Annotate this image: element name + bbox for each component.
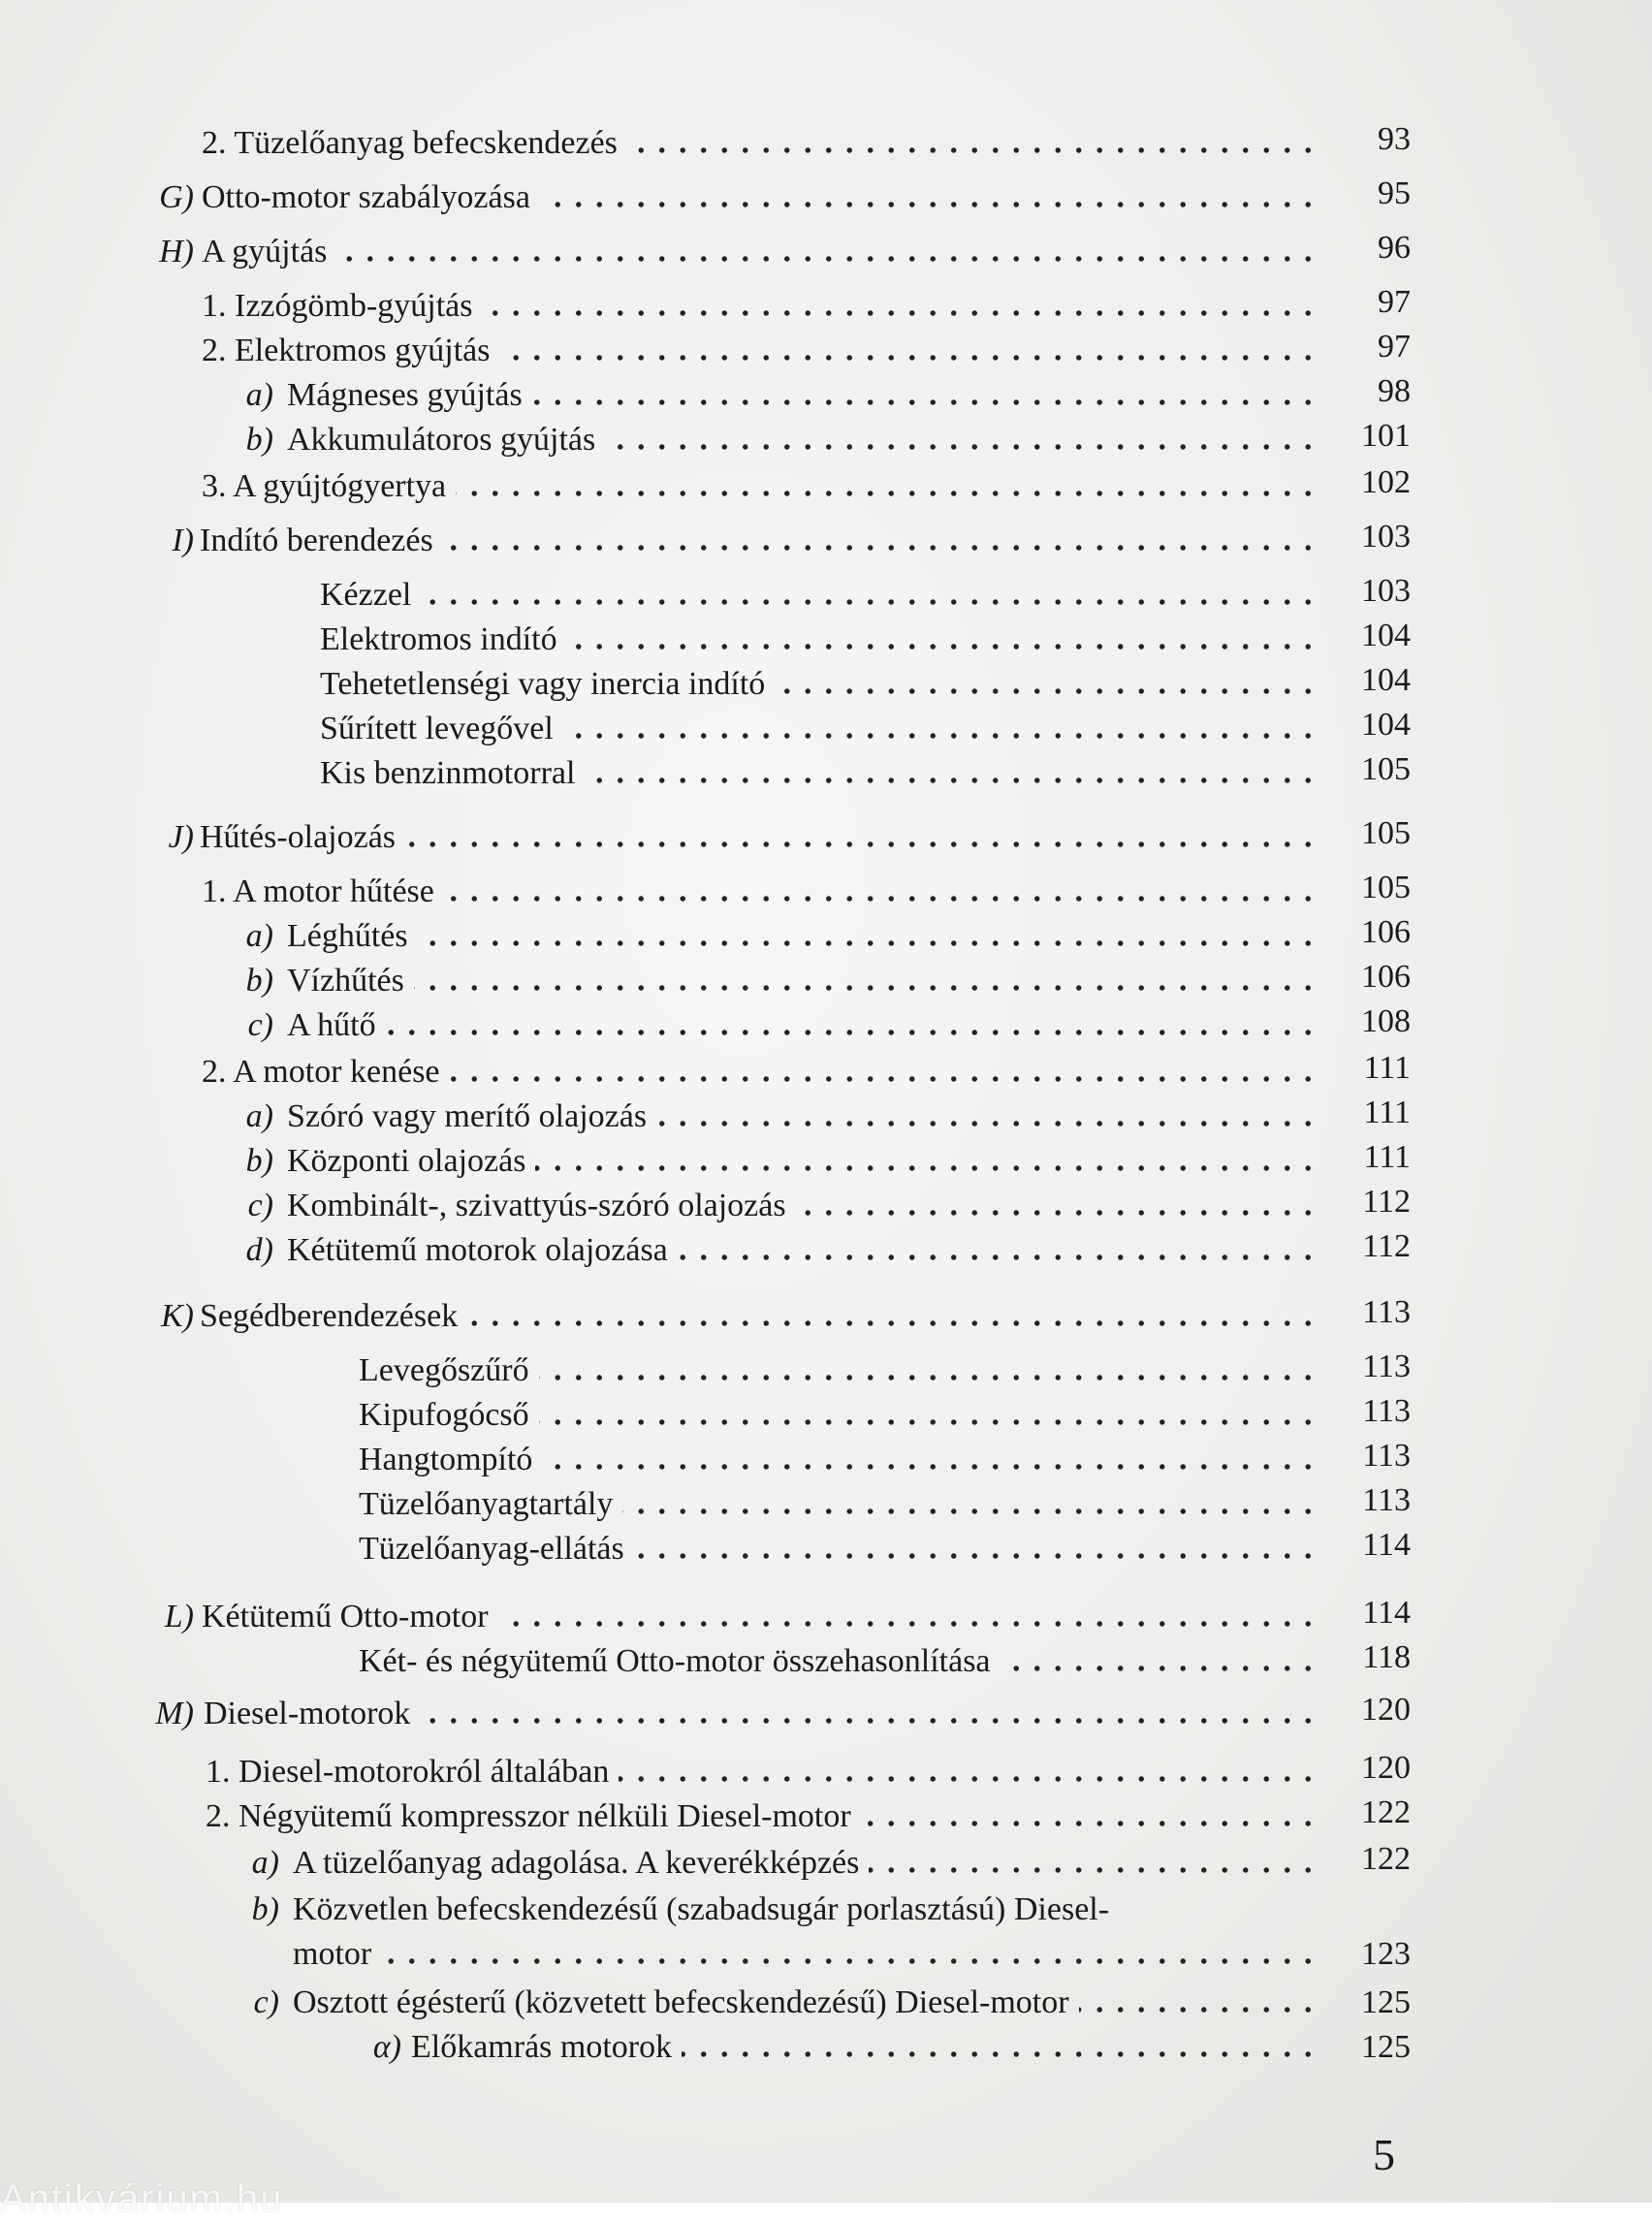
toc-entry-text: A tüzelőanyag adagolása. A keverékképzés	[293, 1845, 860, 1881]
toc-page-number: 120	[1361, 1750, 1411, 1786]
toc-entry-text: Kipufogócső	[359, 1397, 529, 1433]
toc-entry-text: Léghűtés	[287, 918, 408, 954]
toc-entry-text: Tüzelőanyag-ellátás	[359, 1531, 624, 1567]
dot-leader	[869, 1867, 1318, 1873]
toc-page-number: 95	[1378, 175, 1411, 211]
toc-page-number: 97	[1378, 284, 1411, 320]
toc-entry-text: Elektromos indító	[320, 621, 557, 657]
toc-entry-text: motor	[293, 1936, 372, 1972]
toc-page-number: 97	[1378, 329, 1411, 365]
toc-page-number: 113	[1362, 1438, 1411, 1474]
section-letter: I)	[172, 523, 194, 558]
toc-entry-text: Közvetlen befecskendezésű (szabadsugár porlasztású) Diesel-	[293, 1891, 1110, 1927]
toc-page-number: 105	[1361, 870, 1411, 905]
sub-letter: b)	[245, 422, 273, 458]
toc-entry-text: Mágneses gyújtás	[287, 377, 523, 413]
toc-entry-text: Vízhűtés	[287, 963, 404, 999]
dot-leader	[443, 545, 1318, 551]
toc-entry-text: 2. Tüzelőanyag befecskendezés	[202, 125, 618, 161]
sub-letter: c)	[247, 1007, 273, 1043]
toc-entry	[0, 816, 1652, 874]
dot-leader	[656, 1121, 1318, 1126]
toc-page-number: 125	[1361, 2029, 1411, 2065]
dot-leader	[1079, 2007, 1318, 2013]
toc-entry	[0, 1229, 1652, 1287]
toc-page-number: 106	[1361, 914, 1411, 950]
toc-page-number: 112	[1362, 1184, 1411, 1220]
toc-page-number: 113	[1362, 1482, 1411, 1518]
toc-entry-text: A hűtő	[287, 1007, 376, 1043]
toc-entry-text: Akkumulátoros gyújtás	[287, 422, 596, 458]
sub-letter: b)	[245, 963, 273, 999]
dot-leader	[678, 1254, 1318, 1260]
toc-page-number: 104	[1361, 662, 1411, 698]
toc-entry-text: 2. Négyütemű kompresszor nélküli Diesel-motor	[206, 1798, 851, 1834]
toc-entry-text: Diesel-motorok	[204, 1696, 411, 1731]
dot-leader	[414, 985, 1318, 991]
toc-entry-text: Kis benzinmotorral	[320, 755, 576, 791]
toc-page-number: 101	[1361, 418, 1411, 454]
toc-page-number: 114	[1362, 1595, 1411, 1631]
toc-page-number: 111	[1363, 1139, 1411, 1175]
sub-sub-letter: α)	[372, 2029, 401, 2065]
toc-entry-text: Két- és négyütemű Otto-motor összehasonlítása	[359, 1643, 991, 1679]
toc-entry-text: Kétütemű Otto-motor	[202, 1599, 489, 1634]
sub-letter: d)	[245, 1232, 273, 1268]
dot-leader	[421, 599, 1318, 605]
toc-entry-text: Tüzelőanyagtartály	[359, 1486, 614, 1522]
section-letter: M)	[155, 1696, 194, 1731]
toc-entry	[0, 2026, 1652, 2084]
section-letter: J)	[168, 819, 194, 855]
section-letter: L)	[164, 1599, 194, 1634]
dot-leader	[499, 355, 1318, 361]
toc-entry	[0, 752, 1652, 810]
watermark: Antikvárium.hu	[0, 2177, 284, 2220]
sub-letter: a)	[245, 1098, 273, 1134]
toc-entry-text: Kétütemű motorok olajozása	[287, 1232, 668, 1268]
toc-page-number: 104	[1361, 618, 1411, 653]
toc-entry-text: Hűtés-olajozás	[200, 819, 397, 855]
toc-page-number: 123	[1361, 1936, 1411, 1972]
toc-page-number: 96	[1378, 230, 1411, 266]
dot-leader	[627, 147, 1318, 153]
toc-entry-text: 1. Diesel-motorokról általában	[206, 1754, 610, 1790]
dot-leader	[682, 2051, 1318, 2057]
toc-entry-text: 1. Izzógömb-gyújtás	[202, 288, 473, 324]
toc-entry-text: Kombinált-, szivattyús-szóró olajozás	[287, 1188, 786, 1223]
toc-page-number: 93	[1378, 121, 1411, 157]
dot-leader	[381, 1958, 1318, 1964]
toc-page-number: 102	[1361, 464, 1411, 500]
toc-entry	[0, 1693, 1652, 1751]
dot-leader	[542, 1464, 1318, 1470]
sub-letter: b)	[251, 1891, 279, 1927]
toc-entry-text: Levegőszűrő	[359, 1352, 529, 1388]
section-letter: K)	[161, 1298, 194, 1334]
dot-leader	[634, 1553, 1318, 1559]
toc-entry-text: 2. Elektromos gyújtás	[202, 333, 491, 368]
dot-leader	[483, 310, 1318, 316]
toc-entry-text: Segédberendezések	[200, 1298, 459, 1334]
toc-page-number: 125	[1361, 1984, 1411, 2020]
toc-entry-text: Központi olajozás	[287, 1143, 526, 1179]
toc-entry-text: Osztott égésterű (közvetett befecskendezésű) Diesel-motor	[293, 1984, 1069, 2020]
toc-page-number: 113	[1362, 1348, 1411, 1384]
toc-entry	[0, 1295, 1652, 1353]
toc-entry-text: Sűrített levegővel	[320, 711, 554, 746]
toc-entry-text: Indító berendezés	[200, 523, 433, 558]
dot-leader	[532, 399, 1318, 405]
sub-letter: a)	[245, 918, 273, 954]
dot-leader	[1001, 1666, 1318, 1671]
toc-entry-text: Hangtompító	[359, 1442, 533, 1477]
dot-leader	[420, 1718, 1318, 1724]
dot-leader	[444, 896, 1318, 902]
toc-entry-text: A gyújtás	[202, 234, 328, 270]
toc-entry	[0, 231, 1652, 289]
sub-letter: c)	[247, 1188, 273, 1223]
toc-page-number: 105	[1361, 751, 1411, 787]
toc-entry-text: Tehetetlenségi vagy inercia indító	[320, 666, 766, 702]
dot-leader	[386, 1030, 1318, 1035]
toc-entry	[0, 176, 1652, 235]
toc-entry-text: Kézzel	[320, 577, 412, 613]
dot-leader	[540, 202, 1318, 207]
toc-entry-text: 2. A motor kenése	[202, 1054, 440, 1090]
toc-entry-text: Szóró vagy merítő olajozás	[287, 1098, 648, 1134]
toc-page-number: 122	[1361, 1841, 1411, 1877]
dot-leader	[535, 1165, 1318, 1171]
dot-leader	[605, 444, 1318, 450]
toc-entry-text: Előkamrás motorok	[411, 2029, 673, 2065]
toc-page-number: 120	[1361, 1692, 1411, 1728]
section-letter: H)	[159, 234, 194, 270]
dot-leader	[405, 841, 1318, 847]
toc-page-number: 106	[1361, 959, 1411, 995]
dot-leader	[467, 1320, 1318, 1326]
toc-page-number: 103	[1361, 573, 1411, 609]
dot-leader	[450, 1076, 1318, 1082]
toc-entry	[0, 1528, 1652, 1586]
dot-leader	[418, 940, 1318, 946]
toc-page-number: 113	[1362, 1294, 1411, 1330]
dot-leader	[619, 1776, 1318, 1782]
dot-leader	[498, 1621, 1318, 1627]
toc-page-number: 111	[1363, 1050, 1411, 1086]
dot-leader	[861, 1821, 1318, 1826]
toc-page-number: 98	[1378, 373, 1411, 409]
toc-page-number: 103	[1361, 519, 1411, 555]
dot-leader	[567, 644, 1318, 650]
sub-letter: a)	[251, 1845, 279, 1881]
toc-page-number: 108	[1361, 1003, 1411, 1039]
dot-leader	[563, 733, 1318, 739]
toc-page-number: 104	[1361, 707, 1411, 743]
toc-entry	[0, 122, 1652, 180]
toc-page-number: 113	[1362, 1393, 1411, 1429]
dot-leader	[456, 491, 1318, 496]
toc-entry	[0, 465, 1652, 524]
toc-page-number: 112	[1362, 1228, 1411, 1264]
page-number: 5	[1373, 2130, 1395, 2179]
section-letter: G)	[159, 179, 194, 215]
dot-leader	[585, 777, 1318, 783]
toc-entry-text: Otto-motor szabályozása	[202, 179, 530, 215]
toc-page-number: 122	[1361, 1794, 1411, 1830]
dot-leader	[775, 688, 1318, 694]
toc-entry-text: 1. A motor hűtése	[202, 873, 434, 909]
toc-entry-text: 3. A gyújtógyertya	[202, 468, 447, 504]
toc-page-number: 105	[1361, 815, 1411, 851]
toc-page-number: 111	[1363, 1095, 1411, 1130]
dot-leader	[796, 1210, 1318, 1216]
toc-page-number: 118	[1362, 1639, 1411, 1675]
dot-leader	[539, 1375, 1318, 1380]
sub-letter: b)	[245, 1143, 273, 1179]
dot-leader	[622, 1508, 1318, 1514]
toc-page-number: 114	[1362, 1527, 1411, 1563]
sub-letter: a)	[245, 377, 273, 413]
toc-entry	[0, 520, 1652, 578]
dot-leader	[539, 1419, 1318, 1425]
dot-leader	[336, 256, 1318, 262]
sub-letter: c)	[253, 1984, 279, 2020]
